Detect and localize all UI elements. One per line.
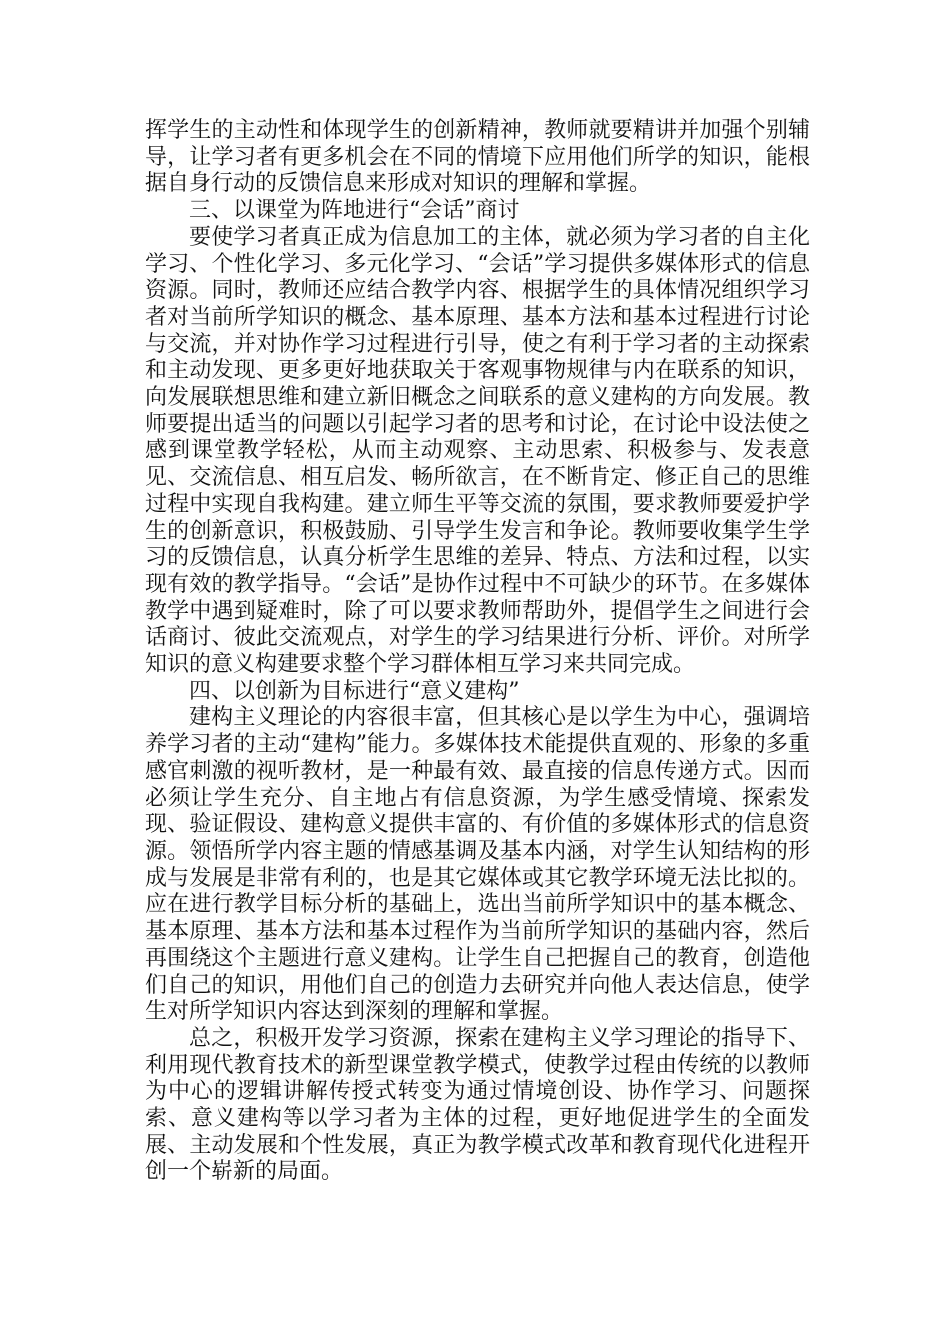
section-heading-4: 四、以创新为目标进行“意义建构” [189, 678, 520, 704]
section-heading-3: 三、以课堂为阵地进行“会话”商讨 [189, 198, 520, 224]
paragraph-meaning-construction: 建构主义理论的内容很丰富，但其核心是以学生为中心，强调培养学习者的主动“建构”能力。多媒体技术能提供直观的、形象的多重感官刺激的视听教材，是一种最有效、最直接的信息传递方式。因而必须让学生充分、自主地占有信息资源，为学生感受情境、探索发现、验证假设、建构意义提供丰富的、有价值的多媒体形式的信息资源。领悟所学内容主题的情感基调及基本内涵，对学生认知结构的形成与发展是非常有利的，也是其它媒体或其它教学环境无法比拟的。应在进行教学目标分析的基础上，选出当前所学知识中的基本概念、基本原理、基本方法和基本过程作为当前所学知识的基础内容，然后再围绕这个主题进行意义建构。让学生自己把握自己的教育，创造他们自己的知识，用他们自己的创造力去研究并向他人表达信息，使学生对所学知识内容达到深刻的理解和掌握。 [145, 705, 810, 1025]
paragraph-conclusion: 总之，积极开发学习资源，探索在建构主义学习理论的指导下、利用现代教育技术的新型课堂教学模式，使教学过程由传统的以教师为中心的逻辑讲解传授式转变为通过情境创设、协作学习、问题探索、意义建构等以学习者为主体的过程，更好地促进学生的全面发展、主动发展和个性发展，真正为教学模式改革和教育现代化进程开创一个崭新的局面。 [145, 1025, 810, 1185]
document-body [145, 118, 810, 1186]
paragraph-continuation: 挥学生的主动性和体现学生的创新精神，教师就要精讲并加强个别辅导，让学习者有更多机会在不同的情境下应用他们所学的知识，能根据自身行动的反馈信息来形成对知识的理解和掌握。 [145, 118, 810, 197]
paragraph-session-discussion: 要使学习者真正成为信息加工的主体，就必须为学习者的自主化学习、个性化学习、多元化学习、“会话”学习提供多媒体形式的信息资源。同时，教师还应结合教学内容、根据学生的具体情况组织学习者对当前所学知识的概念、基本原理、基本方法和基本过程进行讨论与交流，并对协作学习过程进行引导，使之有利于学习者的主动探索和主动发现、更多更好地获取关于客观事物规律与内在联系的知识，向发展联想思维和建立新旧概念之间联系的意义建构的方向发展。教师要提出适当的问题以引起学习者的思考和讨论，在讨论中设法使之感到课堂教学轻松，从而主动观察、主动思索、积极参与、发表意见、交流信息、相互启发、畅所欲言，在不断肯定、修正自己的思维过程中实现自我构建。建立师生平等交流的氛围，要求教师要爱护学生的创新意识，积极鼓励、引导学生发言和争论。教师要收集学生学习的反馈信息，认真分析学生思维的差异、特点、方法和过程，以实现有效的教学指导。“会话”是协作过程中不可缺少的环节。在多媒体教学中遇到疑难时，除了可以要求教师帮助外，提倡学生之间进行会话商讨、彼此交流观点，对学生的学习结果进行分析、评价。对所学知识的意义构建要求整个学习群体相互学习来共同完成。 [145, 224, 810, 678]
